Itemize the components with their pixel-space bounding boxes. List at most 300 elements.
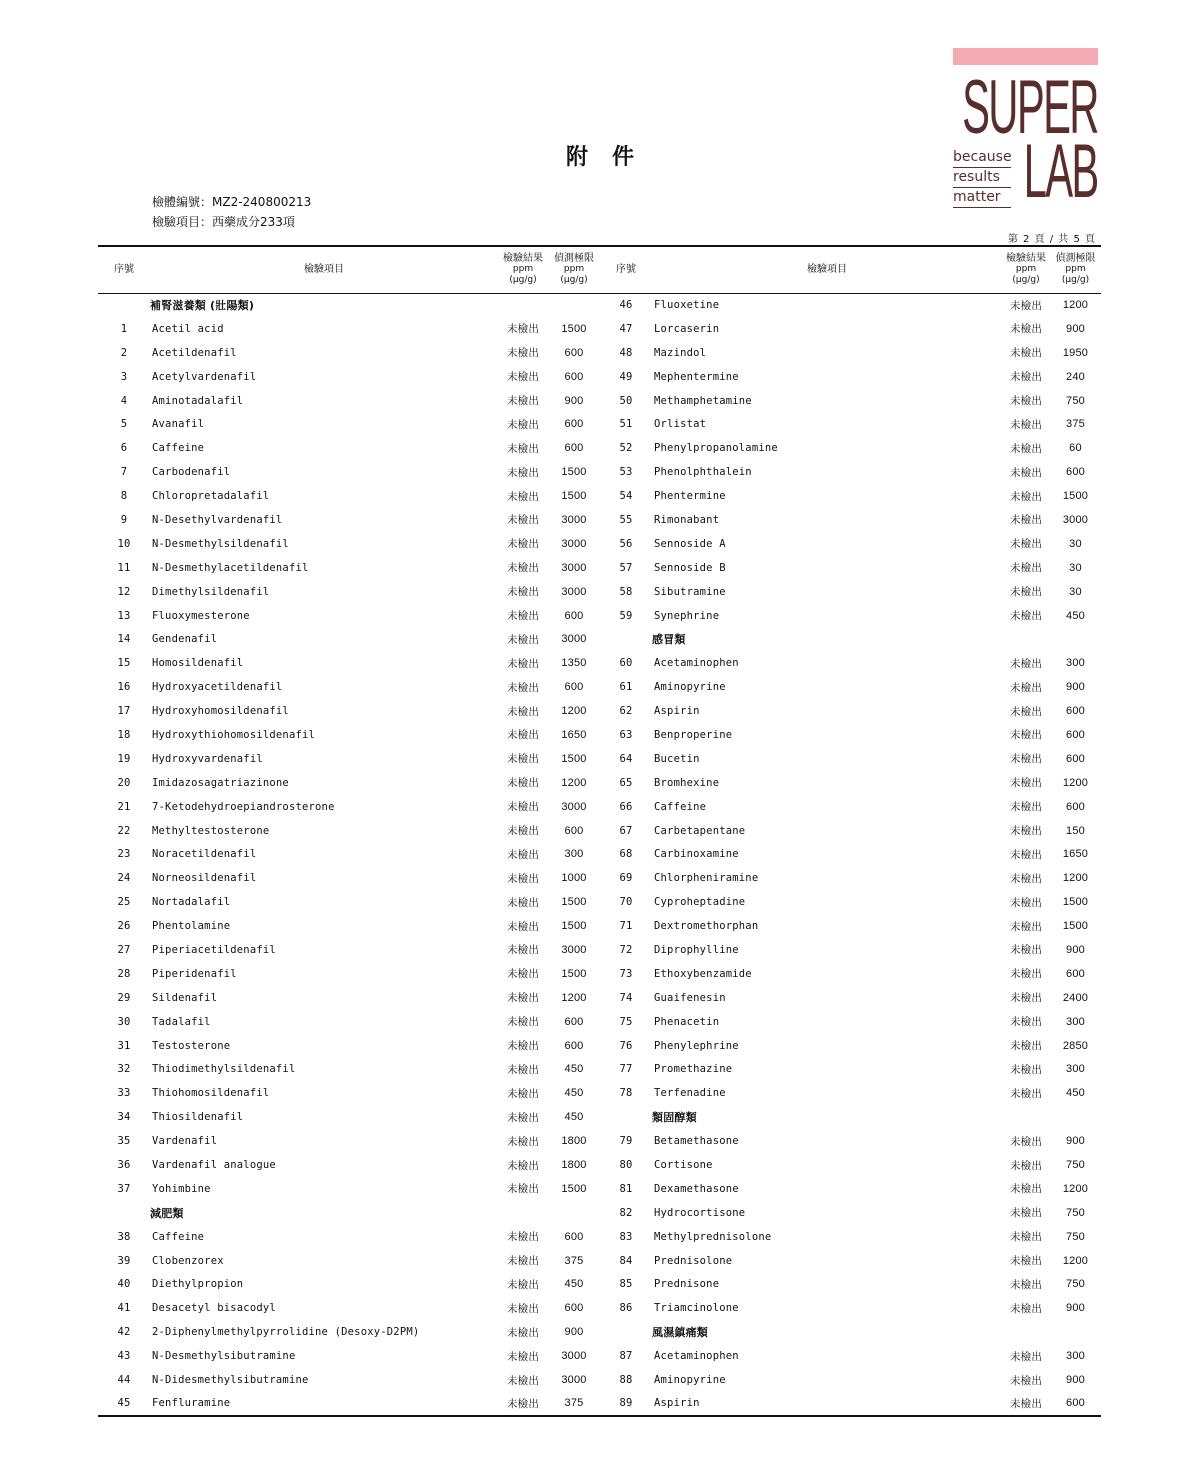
limit-value: 1500 (561, 920, 587, 933)
table-body (98, 293, 1101, 1416)
row-seq: 4 (120, 394, 128, 407)
result-value: 未檢出 (1009, 681, 1043, 694)
limit-value: 300 (1066, 657, 1085, 670)
result-value: 未檢出 (506, 490, 540, 503)
limit-value: 1500 (561, 466, 587, 479)
row-seq: 48 (619, 346, 633, 359)
result-value: 未檢出 (506, 1087, 540, 1100)
row-seq: 55 (619, 513, 633, 526)
result-value: 未檢出 (1009, 514, 1043, 527)
item-name: Methyltestosterone (152, 824, 270, 837)
row-seq: 10 (117, 537, 131, 550)
limit-value: 2850 (1062, 1039, 1089, 1052)
row-seq: 75 (619, 1015, 633, 1028)
row-seq: 85 (619, 1278, 633, 1291)
row-seq: 47 (619, 322, 633, 335)
table-header (98, 246, 1101, 293)
item-name: Fenfluramine (152, 1397, 231, 1410)
row-seq: 42 (117, 1326, 131, 1339)
limit-value (1050, 1105, 1101, 1129)
limit-value: 150 (1066, 824, 1085, 837)
limit-value: 600 (564, 346, 584, 359)
row-seq: 62 (619, 705, 633, 718)
limit-value: 375 (564, 1397, 584, 1410)
result-value: 未檢出 (1009, 657, 1043, 670)
row-seq: 83 (619, 1230, 633, 1243)
item-name: Triamcinolone (654, 1302, 739, 1315)
item-name: Carbetapentane (654, 824, 746, 837)
row-seq: 35 (117, 1135, 131, 1148)
result-value: 未檢出 (506, 944, 540, 957)
item-name: Lorcaserin (654, 322, 720, 335)
limit-value: 1500 (561, 896, 587, 909)
item-name: Guaifenesin (654, 991, 726, 1004)
row-seq: 78 (619, 1087, 633, 1100)
result-value: 未檢出 (1009, 1063, 1043, 1076)
table-row (98, 1034, 1101, 1058)
limit-value: 1200 (561, 705, 587, 718)
result-value: 未檢出 (1009, 347, 1043, 360)
result-value: 未檢出 (1009, 442, 1043, 455)
limit-value: 1500 (1062, 490, 1089, 503)
row-seq: 53 (619, 466, 633, 479)
limit-value: 60 (1069, 442, 1082, 455)
limit-value: 2400 (1062, 991, 1089, 1004)
item-name: Thiohomosildenafil (152, 1087, 270, 1100)
result-value: 未檢出 (1009, 1350, 1043, 1363)
table-row (98, 1320, 1101, 1344)
item-name: Sildenafil (152, 991, 218, 1004)
result-value: 未檢出 (1009, 872, 1043, 885)
limit-value: 750 (1066, 394, 1085, 407)
limit-value: 3000 (1062, 513, 1089, 526)
result-value: 未檢出 (1009, 418, 1043, 431)
item-name: Fluoxymesterone (152, 609, 250, 622)
table-row (98, 771, 1101, 795)
item-name: Chloropretadalafil (152, 490, 270, 503)
item-name: Carbinoxamine (654, 848, 739, 861)
row-seq: 87 (619, 1350, 633, 1363)
result-value: 未檢出 (1009, 705, 1043, 718)
item-name: Imidazosagatriazinone (152, 776, 289, 789)
result-value: 未檢出 (506, 729, 540, 742)
item-name: Hydrocortisone (654, 1206, 746, 1219)
row-seq: 11 (117, 561, 131, 574)
result-value: 未檢出 (506, 395, 540, 407)
test-item: 檢驗項目：西藥成分233項 (152, 215, 295, 229)
logo-word-super: SUPER (962, 65, 1098, 150)
limit-value: 1500 (561, 1182, 587, 1195)
item-name: Methylprednisolone (654, 1230, 772, 1243)
page-title: 附件 (565, 145, 658, 170)
header-result-label: 檢驗結果 (503, 253, 543, 265)
row-seq: 72 (619, 943, 633, 956)
result-value: 未檢出 (1009, 1255, 1043, 1268)
item-name: Phenylephrine (654, 1039, 739, 1052)
limit-value: 900 (1066, 681, 1085, 694)
limit-value: 450 (564, 1111, 584, 1124)
limit-value: 1800 (561, 1135, 587, 1148)
sample-number: 檢體編號：MZ2-240800213 (152, 195, 312, 209)
row-seq: 6 (120, 442, 128, 455)
row-seq: 77 (619, 1063, 633, 1076)
result-value: 未檢出 (1009, 586, 1043, 599)
item-name: Acetaminophen (654, 1350, 739, 1363)
item-name: Acetylvardenafil (152, 370, 257, 383)
row-seq: 73 (619, 967, 633, 980)
row-seq: 36 (117, 1159, 131, 1171)
item-name: Vardenafil (152, 1135, 218, 1148)
row-seq: 82 (619, 1206, 633, 1219)
result-value: 未檢出 (506, 323, 540, 336)
limit-value: 1200 (561, 991, 587, 1004)
table-row (98, 890, 1101, 914)
table-row (98, 1153, 1101, 1177)
category-label: 風濕鎮痛類 (652, 1326, 708, 1340)
limit-value: 375 (564, 1254, 584, 1267)
row-seq: 58 (619, 585, 633, 598)
limit-value: 1650 (1062, 848, 1089, 861)
limit-value: 375 (1066, 418, 1085, 431)
limit-value: 1800 (561, 1159, 587, 1171)
row-seq: 70 (619, 896, 633, 909)
table-row (98, 1344, 1101, 1368)
row-seq: 51 (619, 418, 633, 431)
table-row (98, 723, 1101, 747)
row-seq: 29 (117, 991, 131, 1004)
limit-value: 900 (1066, 943, 1085, 956)
item-name: Aminopyrine (654, 1374, 726, 1387)
table-row (98, 389, 1101, 413)
result-value: 未檢出 (506, 1255, 540, 1268)
limit-value: 1200 (1062, 1182, 1089, 1195)
item-name: N-Desethylvardenafil (152, 513, 283, 526)
item-name: Diprophylline (654, 943, 739, 956)
result-value: 未檢出 (1009, 968, 1043, 981)
limit-value: 600 (564, 370, 584, 383)
row-seq (600, 627, 652, 651)
result-value: 未檢出 (506, 801, 540, 814)
result-value (1002, 1105, 1050, 1129)
row-seq: 40 (117, 1278, 131, 1291)
result-value: 未檢出 (506, 1135, 540, 1148)
table-row (98, 1249, 1101, 1273)
result-value: 未檢出 (506, 418, 540, 431)
item-name: Sennoside A (654, 537, 726, 550)
row-seq: 49 (619, 370, 633, 383)
item-name: Caffeine (152, 442, 205, 455)
result-value: 未檢出 (1009, 1159, 1043, 1172)
table-row (98, 436, 1101, 460)
logo-accent-bar (953, 48, 1098, 65)
limit-value: 1500 (1062, 896, 1089, 909)
limit-value: 600 (564, 1230, 584, 1243)
limit-value: 600 (564, 824, 584, 837)
header-limit-label: 偵測極限 (554, 253, 594, 265)
limit-value: 900 (1066, 1302, 1085, 1315)
result-value (1002, 627, 1050, 651)
table-row (98, 341, 1101, 365)
row-seq: 24 (117, 872, 131, 885)
result-value: 未檢出 (1009, 777, 1043, 790)
limit-value: 900 (1066, 322, 1085, 335)
row-seq (600, 1320, 652, 1344)
result-value: 未檢出 (506, 1397, 540, 1410)
item-name: Nortadalafil (152, 896, 231, 909)
result-value: 未檢出 (1009, 1183, 1043, 1196)
table-row (98, 819, 1101, 843)
item-name: Dextromethorphan (654, 920, 759, 933)
table-row (98, 508, 1101, 532)
result-value (498, 293, 548, 317)
item-name: N-Didesmethylsibutramine (152, 1374, 309, 1387)
result-value: 未檢出 (1009, 1207, 1043, 1220)
row-seq: 37 (117, 1182, 131, 1195)
table-row (98, 1273, 1101, 1297)
table-row (98, 317, 1101, 341)
result-value: 未檢出 (1009, 753, 1043, 766)
row-seq: 41 (117, 1302, 131, 1315)
row-seq: 67 (619, 824, 633, 837)
header-unit: (μg/g) (1012, 275, 1040, 286)
limit-value: 1500 (561, 322, 587, 335)
item-name: Piperidenafil (152, 967, 237, 980)
item-name: N-Desmethylsibutramine (152, 1350, 296, 1363)
item-name: Benproperine (654, 728, 733, 741)
limit-value: 1950 (1062, 346, 1089, 359)
row-seq (98, 1201, 150, 1225)
logo-tagline-line: results (953, 168, 1011, 188)
item-name: Ethoxybenzamide (654, 967, 752, 980)
limit-value: 1500 (561, 490, 587, 503)
logo-tagline-line: because (953, 148, 1011, 168)
table-row (98, 556, 1101, 580)
row-seq: 18 (117, 728, 131, 741)
item-name: Diethylpropion (152, 1278, 244, 1291)
row-seq: 79 (619, 1135, 633, 1148)
item-name: Orlistat (654, 418, 707, 431)
limit-value: 1500 (1062, 920, 1089, 933)
item-name: Homosildenafil (152, 657, 244, 670)
limit-value: 30 (1069, 561, 1082, 574)
row-seq: 38 (117, 1230, 131, 1243)
item-name: Mephentermine (654, 370, 739, 383)
result-value: 未檢出 (1009, 848, 1043, 861)
result-value: 未檢出 (1009, 1016, 1043, 1029)
row-seq: 27 (117, 943, 131, 956)
row-seq: 68 (619, 848, 633, 861)
row-seq: 25 (117, 896, 131, 909)
row-seq (98, 293, 150, 317)
result-value: 未檢出 (506, 681, 540, 694)
table-row (98, 1225, 1101, 1249)
result-value: 未檢出 (1009, 729, 1043, 742)
table-row (98, 627, 1101, 651)
row-seq: 34 (117, 1111, 131, 1124)
limit-value: 600 (1066, 466, 1085, 479)
row-seq: 89 (619, 1397, 633, 1410)
limit-value: 3000 (561, 561, 587, 574)
table-row (98, 651, 1101, 675)
limit-value: 3000 (561, 513, 587, 526)
item-name: Prednisolone (654, 1254, 733, 1267)
item-name: Phenolphthalein (654, 466, 752, 479)
item-name: Acetildenafil (152, 346, 237, 359)
result-value: 未檢出 (1009, 562, 1043, 575)
limit-value: 300 (1066, 1350, 1085, 1363)
limit-value (1050, 1320, 1101, 1344)
limit-value: 600 (1066, 800, 1085, 813)
result-value: 未檢出 (1009, 1397, 1043, 1410)
item-name: Phenacetin (654, 1015, 720, 1028)
limit-value: 30 (1069, 537, 1082, 550)
header-result (498, 246, 548, 293)
row-seq: 28 (117, 967, 131, 980)
item-name: Norneosildenafil (152, 872, 257, 885)
result-value: 未檢出 (1009, 1302, 1043, 1315)
table-row (98, 1201, 1101, 1225)
table-row (98, 962, 1101, 986)
limit-value: 600 (564, 1039, 584, 1052)
row-seq: 33 (117, 1087, 131, 1100)
limit-value: 1200 (1062, 1254, 1089, 1267)
item-name: Promethazine (654, 1063, 733, 1076)
table-row (98, 1081, 1101, 1105)
result-value: 未檢出 (506, 466, 540, 479)
header-unit: ppm (563, 264, 585, 275)
row-seq: 44 (117, 1374, 131, 1387)
table-row (98, 866, 1101, 890)
result-value: 未檢出 (1009, 1135, 1043, 1148)
result-value: 未檢出 (1009, 299, 1043, 312)
item-name: Aminotadalafil (152, 394, 244, 407)
item-name: Gendenafil (152, 633, 218, 646)
table-row (98, 842, 1101, 866)
limit-value: 1200 (1062, 299, 1089, 312)
item-name: Caffeine (654, 800, 707, 813)
limit-value: 3000 (561, 585, 587, 598)
table-row (98, 412, 1101, 436)
row-seq: 20 (117, 776, 131, 789)
result-value: 未檢出 (1009, 920, 1043, 933)
limit-value: 1650 (561, 728, 587, 741)
limit-value: 600 (564, 681, 584, 694)
category-label: 感冒類 (652, 633, 686, 647)
item-name: Cyproheptadine (654, 896, 746, 909)
category-label: 減肥類 (150, 1206, 184, 1220)
result-value: 未檢出 (506, 753, 540, 766)
logo-word-lab: LAB (1023, 129, 1098, 214)
limit-value: 900 (1066, 1135, 1085, 1148)
header-unit: ppm (512, 264, 534, 275)
header-unit: (μg/g) (1061, 275, 1090, 286)
item-name: Methamphetamine (654, 394, 752, 407)
item-name: Acetil acid (152, 322, 224, 335)
table-row (98, 747, 1101, 771)
table-row (98, 1105, 1101, 1129)
limit-value: 600 (1066, 1397, 1085, 1410)
row-seq: 17 (117, 705, 131, 718)
item-name: Vardenafil analogue (152, 1159, 276, 1171)
limit-value: 300 (564, 848, 584, 861)
header-limit (548, 246, 600, 293)
result-value: 未檢出 (506, 610, 540, 623)
result-value: 未檢出 (506, 442, 540, 455)
item-name: Avanafil (152, 418, 205, 431)
row-seq: 2 (120, 346, 128, 359)
limit-value: 600 (1066, 705, 1085, 718)
item-name: 7-Ketodehydroepiandrosterone (152, 800, 335, 813)
result-value: 未檢出 (506, 1326, 540, 1339)
table-row (98, 460, 1101, 484)
header-limit (1050, 246, 1101, 293)
limit-value: 450 (564, 1087, 584, 1100)
limit-value: 900 (564, 1326, 584, 1339)
result-value: 未檢出 (1009, 1087, 1043, 1100)
row-seq: 3 (120, 370, 128, 383)
item-name: Thiodimethylsildenafil (152, 1063, 296, 1076)
item-name: Dimethylsildenafil (152, 585, 270, 598)
limit-value: 900 (1066, 1374, 1085, 1387)
limit-value: 600 (564, 609, 584, 622)
result-value (498, 1201, 548, 1225)
item-name: Hydroxyacetildenafil (152, 681, 283, 694)
header-item: 檢驗項目 (807, 264, 847, 276)
result-value: 未檢出 (506, 705, 540, 718)
table-row (98, 675, 1101, 699)
item-name: 2-Diphenylmethylpyrrolidine (Desoxy-D2PM) (152, 1326, 420, 1339)
item-name: Mazindol (654, 346, 707, 359)
limit-value: 30 (1069, 585, 1082, 598)
result-value: 未檢出 (506, 1231, 540, 1244)
result-value: 未檢出 (506, 968, 540, 981)
item-name: Clobenzorex (152, 1254, 224, 1267)
table-row (98, 580, 1101, 604)
table-row (98, 986, 1101, 1010)
limit-value: 1200 (1062, 776, 1089, 789)
result-value: 未檢出 (1009, 801, 1043, 814)
row-seq: 69 (619, 872, 633, 885)
item-name: Hydroxyvardenafil (152, 752, 263, 765)
row-seq: 39 (117, 1254, 131, 1267)
table-row (98, 365, 1101, 389)
row-seq: 5 (120, 418, 128, 431)
limit-value: 1500 (561, 967, 587, 980)
limit-value: 3000 (561, 537, 587, 550)
limit-value: 600 (564, 442, 584, 455)
limit-value: 3000 (561, 1374, 587, 1387)
item-name: Carbodenafil (152, 466, 231, 479)
result-value: 未檢出 (506, 1278, 540, 1291)
header-unit: ppm (1015, 264, 1037, 275)
result-value: 未檢出 (1009, 1231, 1043, 1244)
result-value: 未檢出 (506, 538, 540, 551)
header-seq: 序號 (114, 264, 134, 276)
header-item: 檢驗項目 (304, 264, 344, 276)
result-value: 未檢出 (1009, 610, 1043, 623)
row-seq: 12 (117, 585, 131, 598)
item-name: Bromhexine (654, 776, 720, 789)
result-value: 未檢出 (1009, 371, 1043, 384)
item-name: Cortisone (654, 1159, 713, 1171)
item-name: Aspirin (654, 1397, 700, 1410)
result-value: 未檢出 (506, 633, 540, 646)
item-name: Phenylpropanolamine (654, 442, 778, 455)
result-value: 未檢出 (506, 1183, 540, 1196)
result-value: 未檢出 (506, 1111, 540, 1124)
item-name: Sibutramine (654, 585, 726, 598)
row-seq: 32 (117, 1063, 131, 1076)
